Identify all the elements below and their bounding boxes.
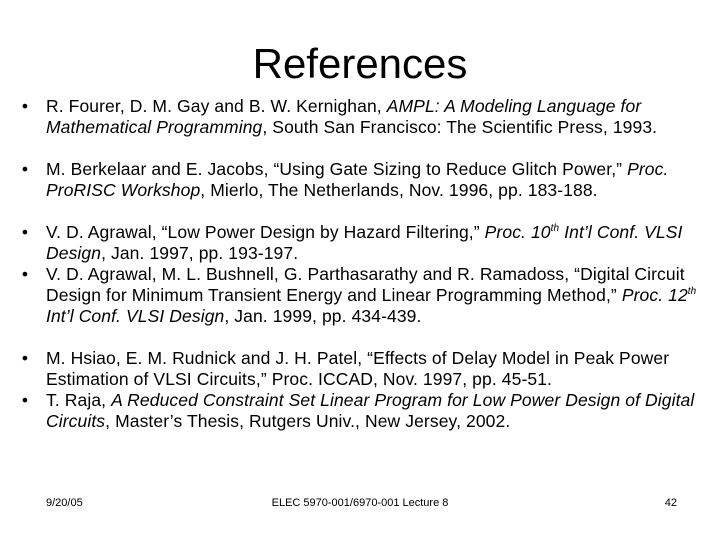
reference-item [18,348,698,390]
reference-title: AMPL: A Modeling Language for Mathematical Programming [46,96,642,137]
reference-text [46,96,698,138]
bullet: • [21,159,29,179]
footer-date: 9/20/05 [46,497,83,509]
venue-part: Proc. 10 [484,222,551,242]
slide-title: References [252,40,468,87]
reference-details: , Jan. 1999, pp. 434-439. [224,306,422,326]
reference-item [18,264,698,348]
venue-part: Int’l Conf. VLSI Design [46,222,683,263]
reference-item [18,96,698,159]
page-number: 42 [664,497,677,509]
reference-text [46,222,698,264]
footer-course: ELEC 5970-001/6970-001 Lecture 8 [271,497,449,509]
bullet: • [21,348,29,368]
reference-list [18,96,698,453]
reference-title: A Reduced Constraint Set Linear Program for Low Power Design of Digital Circuits [46,390,695,431]
bullet: • [21,222,29,242]
reference-text [46,159,698,201]
reference-item [18,390,698,453]
bullet: • [21,264,29,284]
reference-details: , Mierlo, The Netherlands, Nov. 1996, pp. 183-188. [200,180,598,200]
reference-authors: R. Fourer, D. M. Gay and B. W. Kernighan, [46,96,387,116]
reference-item [18,159,698,222]
reference-details: , Master’s Thesis, Rutgers Univ., New Jersey, 2002. [105,411,511,431]
reference-text: M. Hsiao, E. M. Rudnick and J. H. Patel, “Effects of Delay Model in Peak Power Estimation of VLSI Circuits,” Proc. ICCAD, Nov. 1997, pp. 45-51. [46,348,670,389]
ordinal-suffix: th [550,223,560,234]
reference-details: , South San Francisco: The Scientific Press, 1993. [262,117,658,137]
bullet: • [21,96,29,116]
reference-details: , Jan. 1997, pp. 193-197. [101,243,299,263]
reference-venue: Proc. ProRISC Workshop [46,159,669,200]
reference-authors: V. D. Agrawal, “Low Power Design by Hazard Filtering,” [46,222,485,242]
bullet: • [21,390,29,410]
reference-text [46,264,698,327]
venue-part: Proc. 12 [621,285,688,305]
reference-item [18,222,698,264]
reference-text [46,390,698,432]
reference-authors: M. Berkelaar and E. Jacobs, “Using Gate Sizing to Reduce Glitch Power,” [46,159,628,179]
reference-authors: T. Raja, [46,390,112,410]
ordinal-suffix: th [687,286,697,297]
reference-authors: V. D. Agrawal, M. L. Bushnell, G. Parthasarathy and R. Ramadoss, “Digital Circuit Design for Minimum Transient Energy and Linear Programming Method,” [46,264,685,305]
venue-part: Int’l Conf. VLSI Design [46,306,225,326]
